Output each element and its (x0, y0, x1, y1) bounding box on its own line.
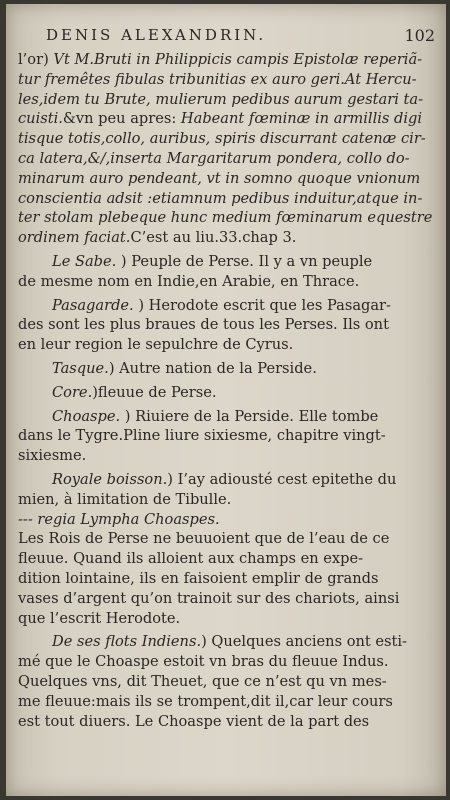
text-line (18, 632, 442, 652)
roman-text: mé que le Choaspe estoit vn bras du fleuue Indus. (18, 653, 389, 671)
roman-text: C’est au liu.33.chap 3. (130, 229, 297, 247)
text-line (18, 129, 442, 149)
page-number: 102 (404, 26, 435, 45)
roman-text: me fleuue:mais ils se trompent,dit il,car leur cours (18, 692, 393, 710)
text-line (18, 609, 442, 629)
text-line (18, 426, 442, 446)
italic-text: ter stolam plebeque hunc medium fœminarum equestre (18, 209, 433, 227)
text-line (18, 50, 442, 70)
roman-text: sixiesme. (18, 447, 87, 465)
italic-text: tisque totis,collo, auribus, spiris discurrant catenæ cir- (18, 130, 426, 148)
text-line (18, 589, 442, 609)
roman-text: dition lointaine, ils en faisoient emplir de grands (18, 569, 379, 587)
text-line (18, 335, 442, 355)
text-line (18, 70, 442, 90)
text-line (18, 407, 442, 427)
roman-text: Les Rois de Perse ne beuuoient que de l’eau de ce (18, 530, 390, 548)
italic-text: Tasque. (52, 359, 109, 377)
text-line (18, 446, 442, 466)
roman-text: mien, à limitation de Tibulle. (18, 490, 232, 508)
text-line (18, 169, 442, 189)
text-line (18, 109, 442, 129)
text-line (18, 490, 442, 510)
text-line (18, 569, 442, 589)
italic-text: Vt M.Bruti in Philippicis campis Epistolæ reperiã- (53, 51, 423, 68)
text-line (18, 189, 442, 209)
roman-text: des sont les plus braues de tous les Perses. Ils ont (18, 316, 389, 334)
italic-text: Choaspe. (52, 407, 121, 425)
running-title: DENIS ALEXANDRIN. (46, 26, 267, 44)
roman-text: ) Riuiere de la Perside. Elle tombe (120, 407, 379, 425)
italic-text: Royale boisson. (52, 470, 168, 488)
text-line (18, 672, 442, 692)
roman-text: ) Autre nation de la Perside. (108, 359, 317, 377)
text-line (18, 272, 442, 292)
italic-text: tur fremêtes fibulas tribunitias ex auro geri.At Hercu- (18, 70, 417, 88)
text-line (18, 712, 442, 732)
italic-text: --- regia Lympha Choaspes. (18, 510, 220, 528)
text-line (18, 149, 442, 169)
roman-text: en leur region le sepulchre de Cyrus. (18, 336, 294, 354)
text-line (18, 383, 442, 403)
roman-text: fleuue. Quand ils alloient aux champs en expe- (18, 550, 364, 568)
text-line (18, 510, 442, 530)
italic-text: Le Sabe. (52, 252, 117, 270)
roman-text: )fleuue de Perse. (92, 383, 217, 401)
roman-text: Quelques vns, dit Theuet, que ce n’est qu vn mes- (18, 672, 387, 690)
roman-text: est tout diuers. Le Choaspe vient de la part des (18, 712, 370, 730)
roman-text: l’or) (18, 51, 54, 68)
book-page (6, 4, 446, 796)
text-line (18, 549, 442, 569)
text-line (18, 228, 442, 248)
italic-text: les,idem tu Brute, mulierum pedibus aurum gestari ta- (18, 90, 424, 108)
roman-text: de mesme nom en Indie,en Arabie, en Thrace. (18, 272, 360, 290)
italic-text: De ses flots Indiens. (52, 633, 202, 651)
roman-text: &vn peu apres: (62, 110, 181, 128)
roman-text: ) Quelques anciens ont esti- (201, 633, 407, 651)
body-text (18, 50, 442, 731)
italic-text: cuisti. (18, 110, 63, 128)
roman-text: ) Peuple de Perse. Il y a vn peuple (116, 252, 373, 270)
italic-text: Core. (52, 383, 93, 401)
text-line (18, 208, 442, 228)
roman-text: dans le Tygre.Pline liure sixiesme, chapitre vingt- (18, 427, 386, 445)
text-line (18, 470, 442, 490)
roman-text: ) Herodote escrit que les Pasagar- (133, 296, 391, 314)
page-header (46, 26, 441, 50)
italic-text: Habeant fœminæ in armillis digi (180, 110, 423, 128)
italic-text: ordinem faciat. (18, 229, 131, 247)
text-line (18, 692, 442, 712)
italic-text: Pasagarde. (52, 296, 134, 314)
text-line (18, 315, 442, 335)
italic-text: conscientia adsit :etiamnum pedibus induitur,atque in- (18, 189, 423, 207)
text-line (18, 296, 442, 316)
text-line (18, 652, 442, 672)
italic-text: minarum auro pendeant, vt in somno quoque vnionum (18, 169, 421, 187)
italic-text: ca latera,&/,inserta Margaritarum pondera, collo do- (18, 149, 410, 167)
roman-text: vases d’argent qu’on trainoit sur des chariots, ainsi (18, 589, 400, 607)
text-line (18, 252, 442, 272)
roman-text: ) I’ay adiousté cest epitethe du (167, 470, 397, 488)
text-line (18, 359, 442, 379)
roman-text: que l’escrit Herodote. (18, 609, 181, 627)
text-line (18, 90, 442, 110)
text-line (18, 529, 442, 549)
